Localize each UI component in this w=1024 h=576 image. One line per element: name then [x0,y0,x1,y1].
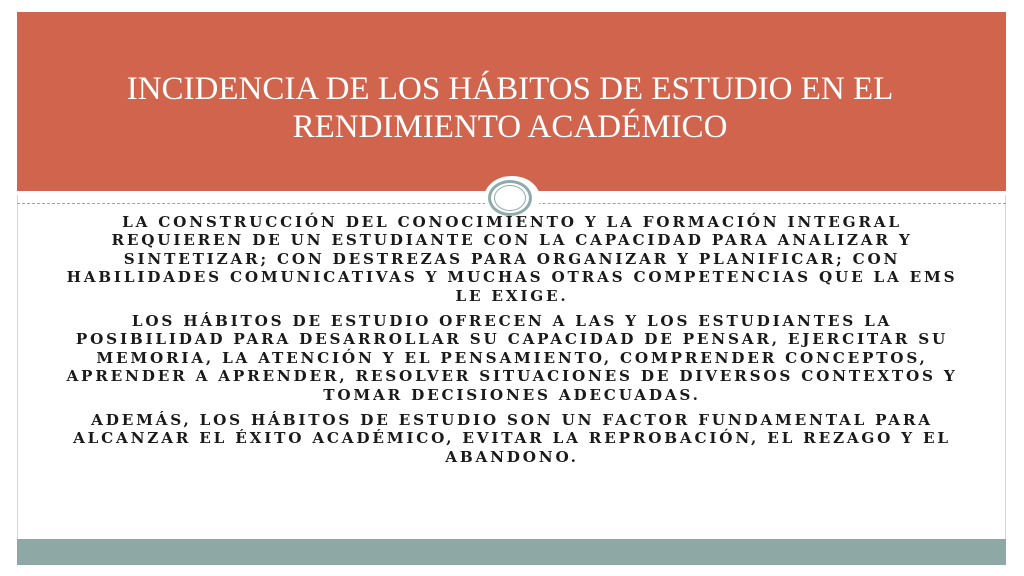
ornament-inner-ring-icon [494,185,526,211]
body-paragraph-2: LOS HÁBITOS DE ESTUDIO OFRECEN A LAS Y LOS ESTUDIANTES LA POSIBILIDAD PARA DESARROLLAR SU CAPACIDAD DE PENSAR, EJERCITAR SU MEMORIA, LA ATENCIÓN Y EL PENSAMIENTO, COMPRENDER CONCEPTOS, APRENDER A APRENDER, RESOLVER SITUACIONES DE DIVERSOS CONTEXTOS Y TOMAR DECISIONES ADECUADAS. [66,312,958,404]
body-paragraph-1: LA CONSTRUCCIÓN DEL CONOCIMIENTO Y LA FORMACIÓN INTEGRAL REQUIEREN DE UN ESTUDIANTE CON LA CAPACIDAD PARA ANALIZAR Y SINTETIZAR; CON DESTREZAS PARA ORGANIZAR Y PLANIFICAR; CON HABILIDADES COMUNICATIVAS Y MUCHAS OTRAS COMPETENCIAS QUE LA EMS LE EXIGE. [66,213,958,305]
slide-title: INCIDENCIA DE LOS HÁBITOS DE ESTUDIO EN EL RENDIMIENTO ACADÉMICO [126,71,894,145]
slide-body [60,213,964,466]
body-paragraph-3: ADEMÁS, LOS HÁBITOS DE ESTUDIO SON UN FACTOR FUNDAMENTAL PARA ALCANZAR EL ÉXITO ACADÉMICO, EVITAR LA REPROBACIÓN, EL REZAGO Y EL ABANDONO. [73,411,951,466]
footer-bar [17,539,1006,565]
